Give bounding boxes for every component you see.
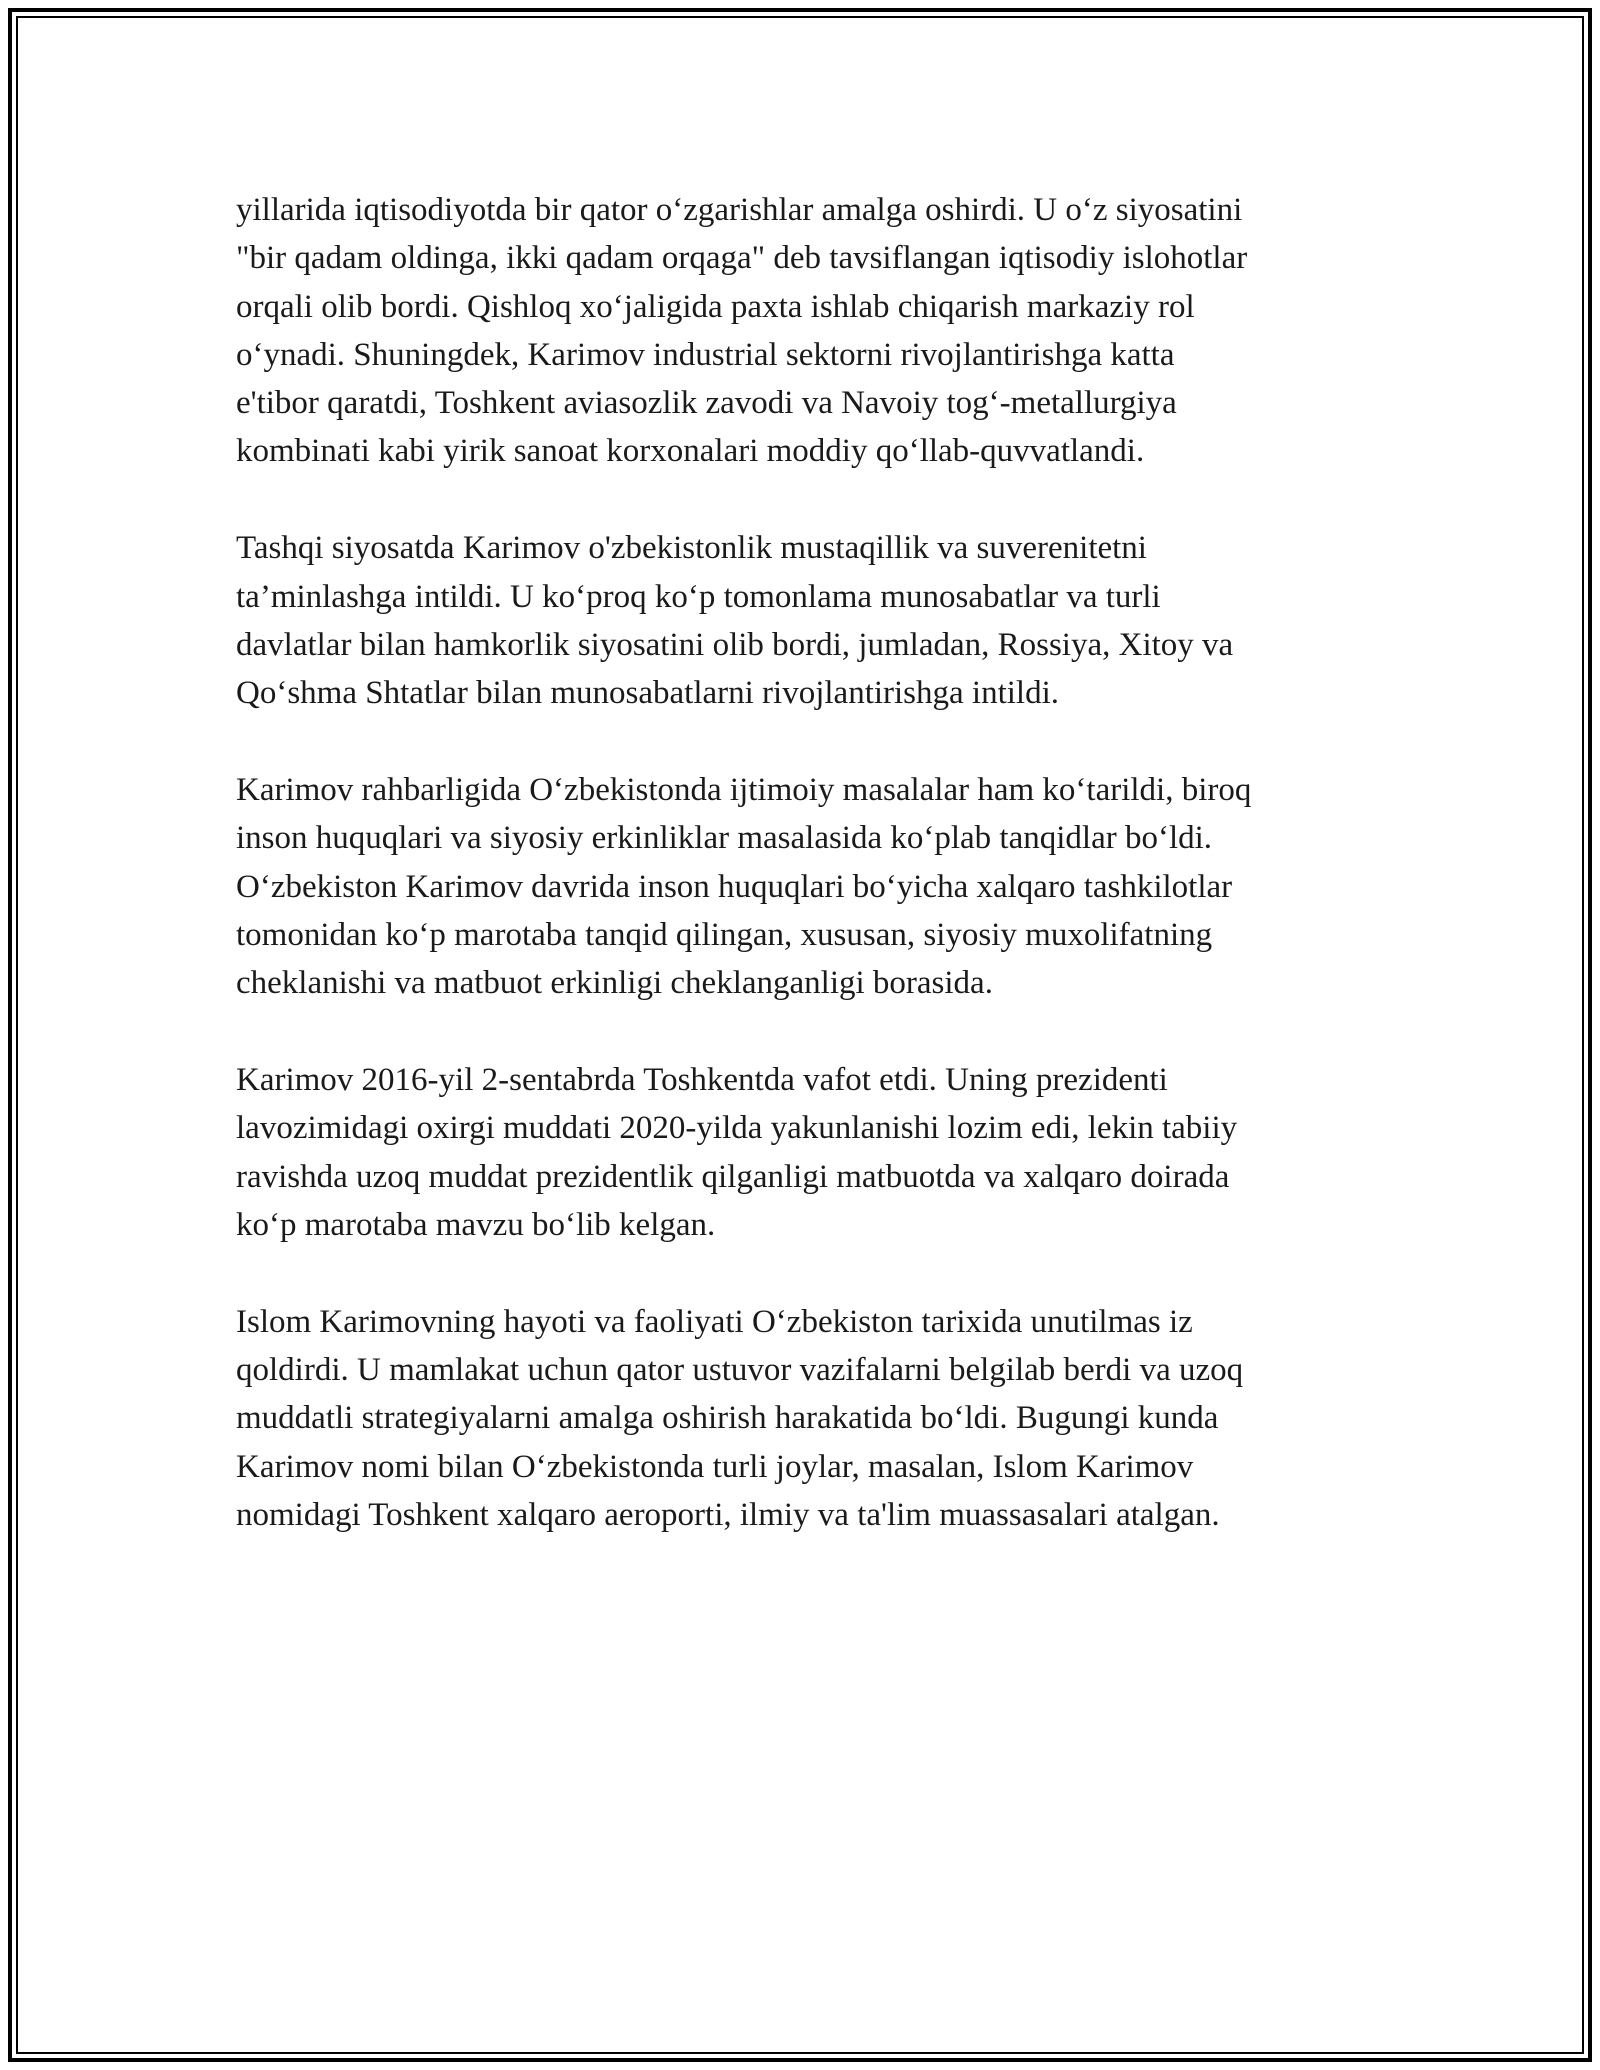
paragraph-foreign-policy: Tashqi siyosatda Karimov o'zbekistonlik mustaqillik va suverenitetni ta’minlashga intildi. U ko‘proq ko‘p tomonlama munosabatlar va turli davlatlar bilan hamkorlik siyosatini olib bordi, jumladan, Rossiya, Xitoy va Qo‘shma Shtatlar bilan munosabatlarni rivojlantirishga intildi. bbox=[236, 530, 1234, 712]
paragraph-social-issues: Karimov rahbarligida O‘zbekistonda ijtimoiy masalalar ham ko‘tarildi, biroq inson huquqlari va siyosiy erkinliklar masalasida ko‘plab tanqidlar bo‘ldi. O‘zbekiston Karimov davrida inson huquqlari bo‘yicha xalqaro tashkilotlar tomonidan ko‘p marotaba tanqid qilingan, xususan, siyosiy muxolifatning cheklanishi va matbuot erkinligi cheklanganligi borasida. bbox=[236, 771, 1252, 1002]
paragraph-death: Karimov 2016-yil 2-sentabrda Toshkentda vafot etdi. Uning prezidenti lavozimidagi oxirgi muddati 2020-yilda yakunlanishi lozim edi, lekin tabiiy ravishda uzoq muddat prezidentlik qilganligi matbuotda va xalqaro doirada ko‘p marotaba mavzu bo‘lib kelgan. bbox=[236, 1061, 1238, 1243]
paragraph-legacy: Islom Karimovning hayoti va faoliyati O‘zbekiston tarixida unutilmas iz qoldirdi. U mamlakat uchun qator ustuvor vazifalarni belgilab berdi va uzoq muddatli strategiyalarni amalga oshirish harakatida bo‘ldi. Bugungi kunda Karimov nomi bilan O‘zbekistonda turli joylar, masalan, Islom Karimov nomidagi Toshkent xalqaro aeroporti, ilmiy va ta'lim muassasalari atalgan. bbox=[236, 1303, 1244, 1533]
paragraph-economy: yillarida iqtisodiyotda bir qator o‘zgarishlar amalga oshirdi. U o‘z siyosatini "bir qadam oldinga, ikki qadam orqaga" deb tavsiflangan iqtisodiy islohotlar orqali olib bordi. Qishloq xo‘jaligida paxta ishlab chiqarish markaziy rol o‘ynadi. Shuningdek, Karimov industrial sektorni rivojlantirishga katta e'tibor qaratdi, Toshkent aviasozlik zavodi va Navoiy tog‘-metallurgiya kombinati kabi yirik sanoat korxonalari moddiy qo‘llab-quvvatlandi. bbox=[236, 192, 1248, 470]
document-body bbox=[236, 186, 1376, 1588]
